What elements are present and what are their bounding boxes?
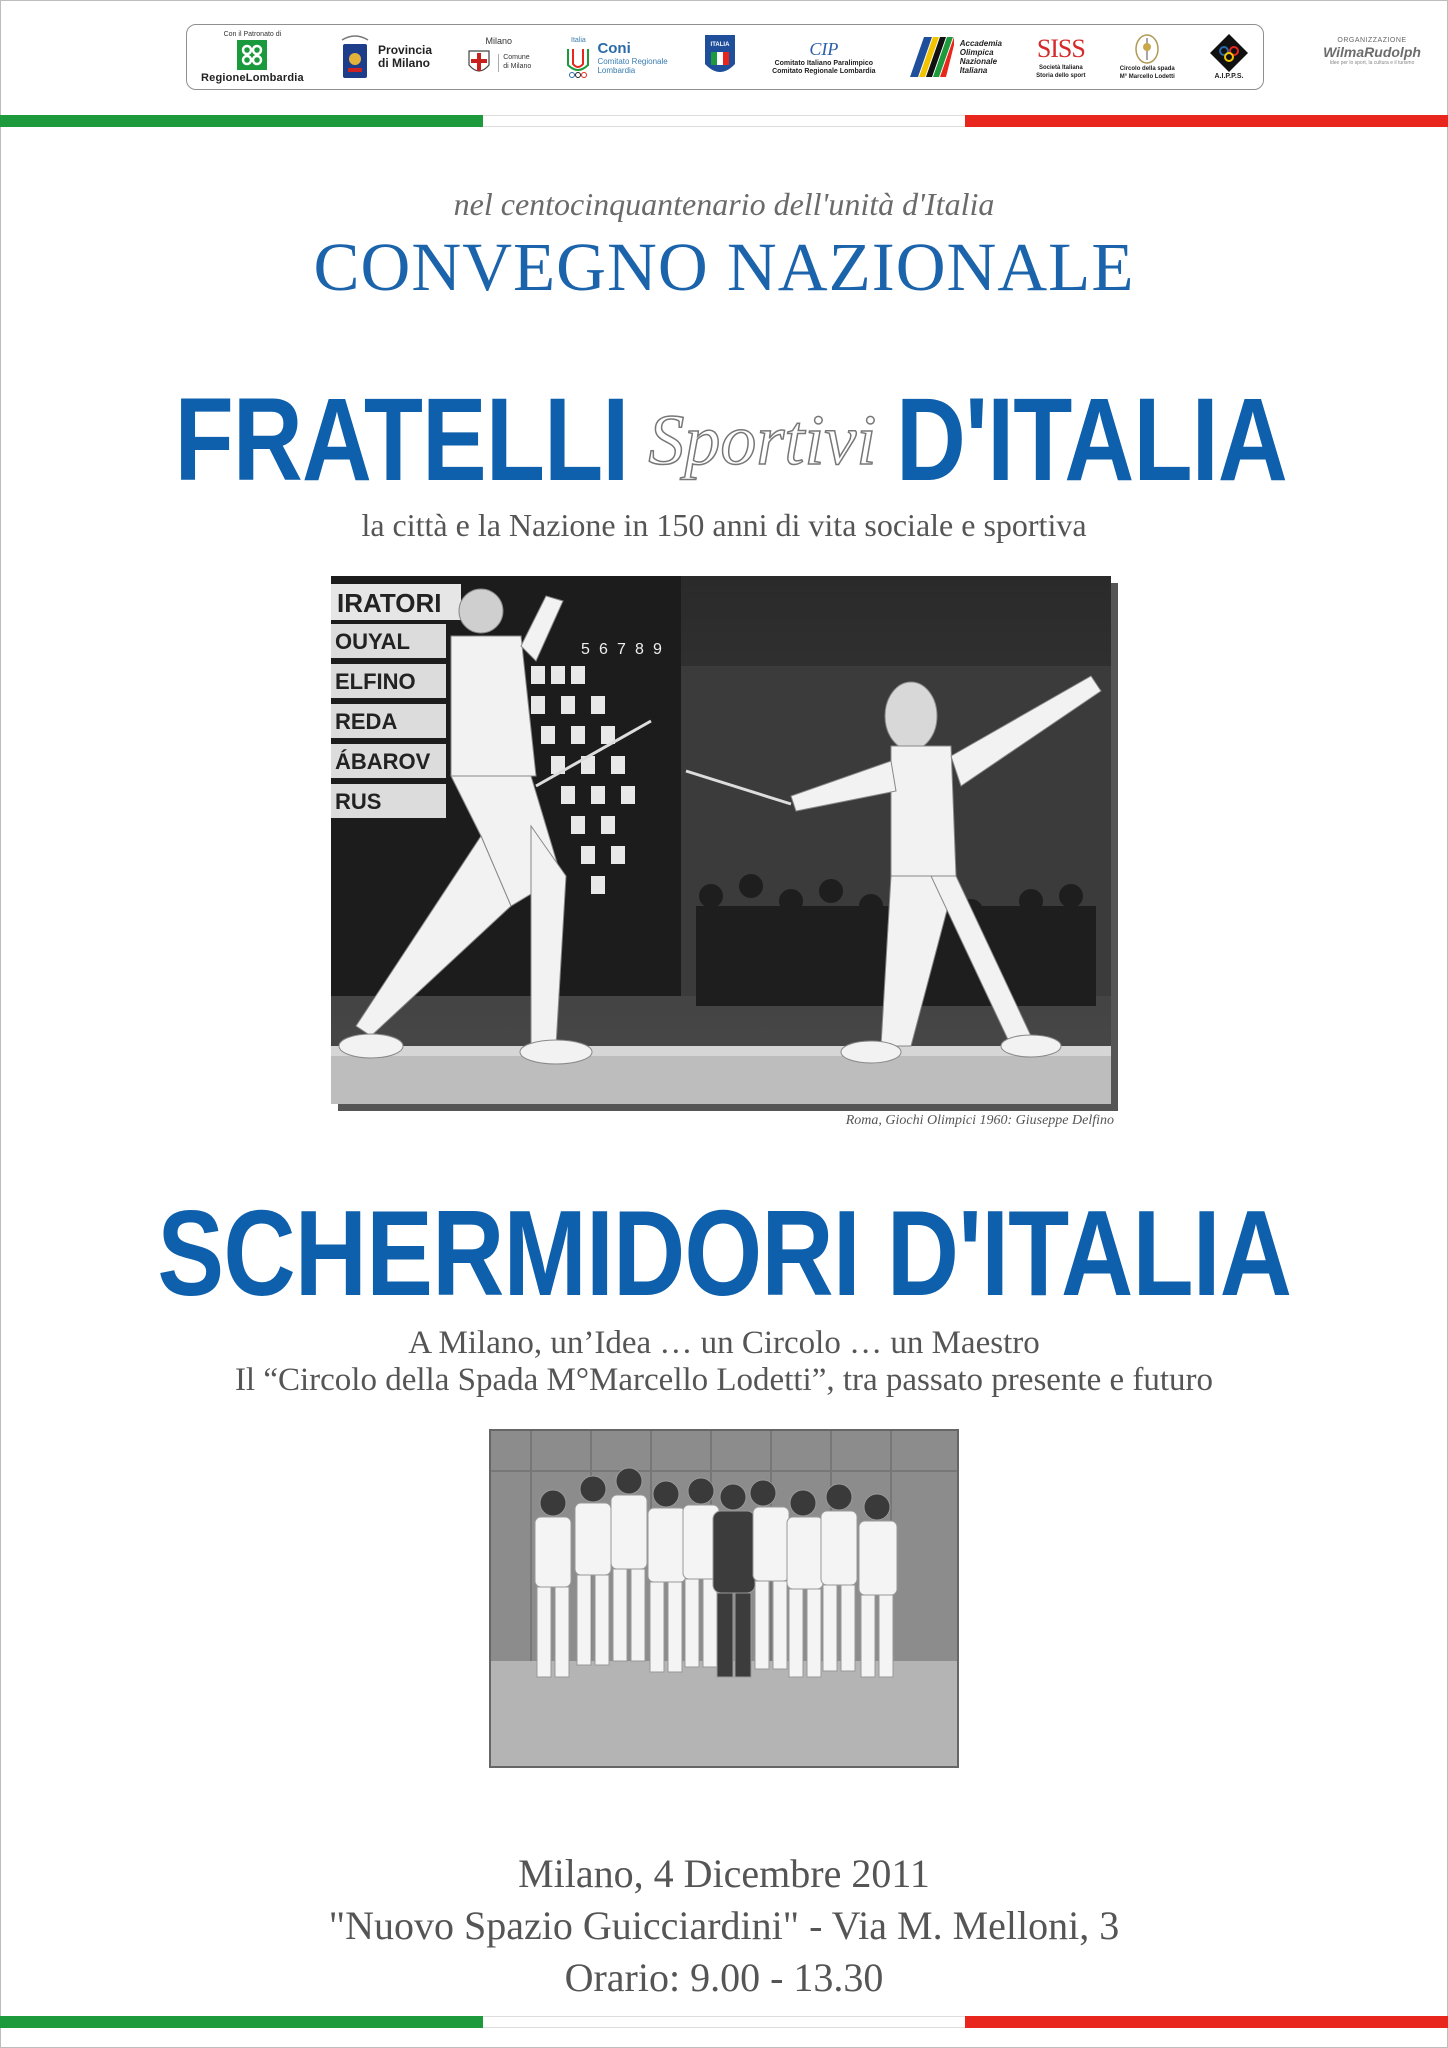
- sponsor-logo-bar: [186, 24, 1264, 90]
- scoreboard-number: 9: [653, 641, 662, 658]
- fencing-bout-photo: [331, 576, 1111, 1104]
- event-venue: "Nuovo Spazio Guicciardini" - Via M. Melloni, 3: [328, 1903, 1120, 1948]
- section2-line1: A Milano, un’Idea … un Circolo … un Maestro: [408, 1325, 1040, 1361]
- comune-crest-icon: [466, 48, 492, 78]
- figc-logo: [702, 27, 738, 87]
- team-group-illustration: [491, 1431, 957, 1766]
- scoreboard-number: 5: [581, 641, 590, 658]
- scoreboard-name: REDA: [335, 709, 398, 734]
- scoreboard-number: 7: [617, 641, 626, 658]
- figc-shield-icon: [702, 32, 738, 82]
- team-group-photo: [489, 1429, 959, 1768]
- section2-title-wrap: [0, 1183, 1448, 1323]
- section2-title: SCHERMIDORI D'ITALIA: [157, 1185, 1291, 1321]
- title-word-ditalia: D'ITALIA: [896, 374, 1288, 506]
- accademia-olimpica-logo: Accademia Olimpica Nazionale Italiana: [910, 27, 1002, 87]
- tricolore-band-bottom: [0, 2016, 1448, 2028]
- scoreboard-header: IRATORI: [337, 588, 442, 618]
- scoreboard-number: 6: [599, 641, 608, 658]
- aipps-logo: A.I.P.P.S.: [1209, 27, 1249, 87]
- section2-line2: Il “Circolo della Spada M°Marcello Lodetti”, tra passato presente e futuro: [234, 1362, 1214, 1398]
- title-word-fratelli: FRATELLI: [174, 374, 629, 506]
- cip-mark: CIP: [809, 38, 839, 59]
- scoreboard-name: RUS: [335, 789, 382, 814]
- scoreboard-name: ÁBAROV: [335, 749, 431, 774]
- figc-label: ITALIA: [710, 42, 730, 48]
- circolo-crest-icon: [1133, 33, 1161, 65]
- aipps-diamond-icon: [1209, 33, 1249, 73]
- organizer-logo: ORGANIZZAZIONE WilmaRudolph Idee per lo sport, la cultura e il turismo: [1323, 37, 1421, 66]
- event-type-heading: CONVEGNO NAZIONALE: [313, 229, 1135, 305]
- coni-emblem-icon: [565, 45, 591, 79]
- title-subtitle: la città e la Nazione in 150 anni di vita sociale e sportiva: [361, 507, 1087, 543]
- regione-lombardia-emblem-icon: [237, 40, 267, 70]
- event-date: Milano, 4 Dicembre 2011: [518, 1851, 930, 1896]
- scoreboard-number: 8: [635, 641, 644, 658]
- provincia-crest-icon: [338, 32, 372, 82]
- main-title: [0, 372, 1448, 508]
- intro-line: nel centocinquantenario dell'unità d'Italia: [453, 186, 995, 222]
- title-script-sportivi: Sportivi: [648, 399, 877, 480]
- cip-logo: CIP Comitato Italiano Paralimpico Comitato Regionale Lombardia: [772, 38, 876, 75]
- regione-lombardia-logo: Con il Patronato di RegioneLombardia: [201, 30, 304, 84]
- comune-milano-logo: Milano Comune di Milano: [466, 27, 531, 87]
- event-hours: Orario: 9.00 - 13.30: [564, 1955, 884, 2000]
- photo1-caption: Roma, Giochi Olimpici 1960: Giuseppe Delfino: [845, 1113, 1114, 1128]
- coni-lombardia-logo: Italia Coni Comitato Regionale Lombardia: [565, 27, 667, 87]
- siss-logo: SISS Società Italiana Storia dello sport: [1036, 34, 1086, 79]
- event-details: [0, 1848, 1448, 2004]
- tricolore-band-top: [0, 115, 1448, 127]
- scoreboard-name: ELFINO: [335, 669, 416, 694]
- provincia-milano-logo: Provincia di Milano: [338, 27, 432, 87]
- circolo-spada-logo: Circolo della spada M° Marcello Lodetti: [1120, 27, 1175, 87]
- scoreboard-name: OUYAL: [335, 629, 410, 654]
- fencing-bout-illustration: [331, 576, 1111, 1104]
- accademia-stripes-icon: [910, 37, 954, 77]
- section2-subtitle: [0, 1325, 1448, 1399]
- siss-mark: SISS: [1036, 34, 1085, 63]
